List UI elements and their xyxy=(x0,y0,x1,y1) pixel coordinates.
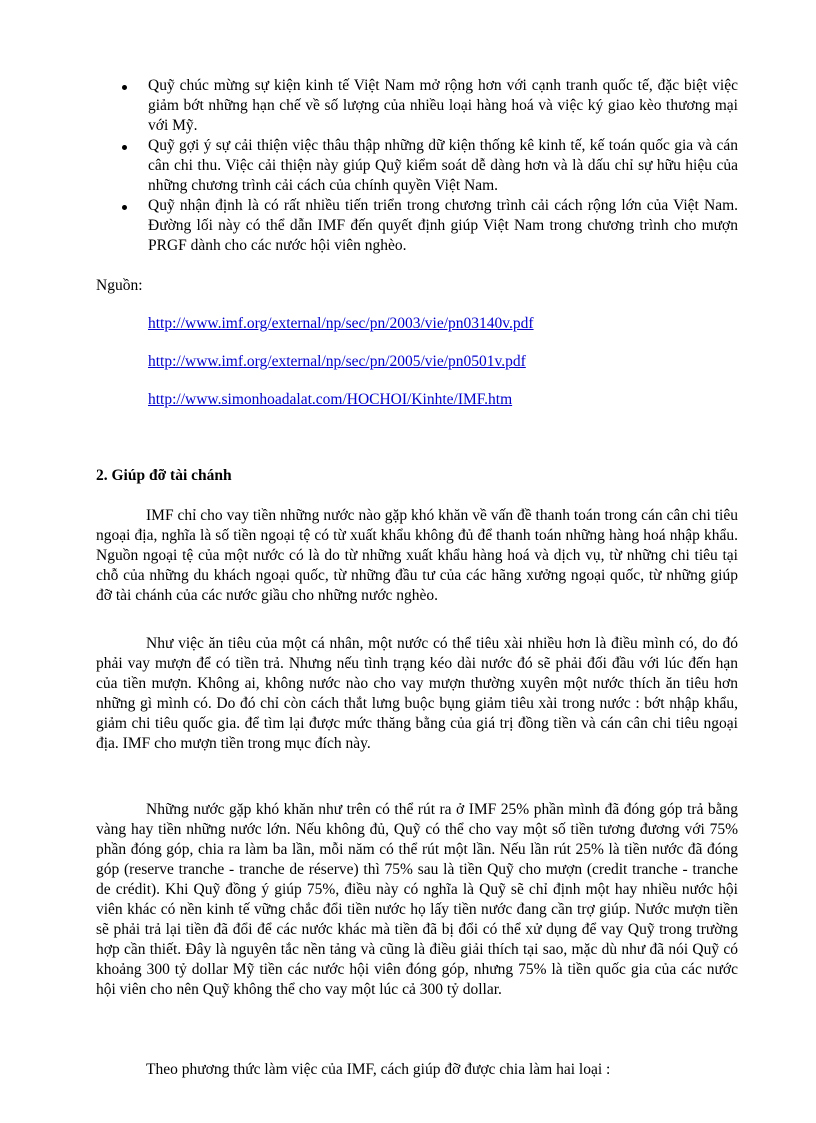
section-heading: 2. Giúp đỡ tài chánh xyxy=(96,467,232,484)
source-link-3[interactable]: http://www.simonhoadalat.com/HOCHOI/Kinhte/IMF.htm xyxy=(148,391,513,408)
source-link-1[interactable]: http://www.imf.org/external/np/sec/pn/2003/vie/pn03140v.pdf xyxy=(148,315,534,332)
bullet-text: Quỹ nhận định là có rất nhiều tiến triển trong chương trình cải cách rộng lớn của Việt Nam. Đường lối này có thể dẫn IMF đến quyết định giúp Việt Nam trong chương trình cho mượn PRGF dành cho các nước hội viên nghèo. xyxy=(148,197,738,254)
bullet-item xyxy=(118,136,738,196)
paragraph: Những nước gặp khó khăn như trên có thể rút ra ở IMF 25% phần mình đã đóng góp trả bằng vàng hay tiền những nước lớn. Nếu không đủ, Quỹ có thể cho vay một số tiền tương đương với 75% phần đóng góp, chia ra làm ba lần, mỗi năm có thể rút một lần. Nếu lần rút 25% là tiền nước đã đóng góp (reserve tranche - tranche de réserve) thì 75% sau là tiền Quỹ cho mượn (credit tranche - tranche de crédit). Khi Quỹ đồng ý giúp 75%, điều này có nghĩa là Quỹ sẽ chỉ định một hay nhiều nước hội viên khác có nền kinh tế vững chắc đổi tiền nước họ lấy tiền nước đang cần trợ giúp. Nước mượn tiền sẽ phải trả lại tiền đã đổi để các nước khác mà tiền đã bị đổi có thể xử dụng để vay Quỹ trong trường hợp cần thiết. Đây là nguyên tắc nền tảng và cũng là điều giải thích tại sao, mặc dù như đã nói Quỹ có khoảng 300 tỷ dollar Mỹ tiền các nước hội viên đóng góp, nhưng 75% là tiền quốc gia của các nước hội viên cho nên Quỹ không thể cho vay một lúc cả 300 tỷ dollar. xyxy=(96,801,738,998)
paragraph: IMF chỉ cho vay tiền những nước nào gặp khó khăn về vấn đề thanh toán trong cán cân chi tiêu ngoại địa, nghĩa là số tiền ngoại tệ có từ xuất khẩu không đủ để thanh toán những hàng hoá nhập khẩu. Nguồn ngoại tệ của một nước có là do từ những xuất khẩu hàng hoá và dịch vụ, từ những chi tiêu tại chỗ của những du khách ngoại quốc, từ những đầu tư của các hãng xưởng ngoại quốc, từ những giúp đỡ tài chánh của các nước giầu cho những nước nghèo. xyxy=(96,507,738,604)
bullet-icon xyxy=(122,85,127,90)
source-link-2[interactable]: http://www.imf.org/external/np/sec/pn/2005/vie/pn0501v.pdf xyxy=(148,353,526,370)
bullet-list xyxy=(118,76,738,256)
paragraph: Như việc ăn tiêu của một cá nhân, một nước có thể tiêu xài nhiều hơn là điều mình có, do đó phải vay mượn để có tiền trả. Nhưng nếu tình trạng kéo dài nước đó sẽ phải đối đầu với lúc đến hạn của tiền mượn. Không ai, không nước nào cho vay mượn thường xuyên một nước thích ăn tiêu hơn những gì mình có. Do đó chỉ còn cách thắt lưng buộc bụng giảm tiêu xài trong nước : bớt nhập khẩu, giảm chi tiêu quốc gia. để tìm lại được mức thăng bằng của giá trị đồng tiền và cán cân chi tiêu ngoại địa. IMF cho mượn tiền trong mục đích này. xyxy=(96,635,738,752)
bullet-item xyxy=(118,76,738,136)
bullet-text: Quỹ gợi ý sự cải thiện việc thâu thập những dữ kiện thống kê kinh tế, kế toán quốc gia và cán cân chi thu. Việc cải thiện này giúp Quỹ kiểm soát dễ dàng hơn và là dấu chỉ sự hữu hiệu của những chương trình cải cách của chính quyền Việt Nam. xyxy=(148,137,738,194)
bullet-icon xyxy=(122,145,127,150)
bullet-item xyxy=(118,196,738,256)
bullet-icon xyxy=(122,205,127,210)
bullet-text: Quỹ chúc mừng sự kiện kinh tế Việt Nam mở rộng hơn với cạnh tranh quốc tế, đặc biệt việc giảm bớt những hạn chế về số lượng của nhiều loại hàng hoá và việc ký giao kèo thương mại với Mỹ. xyxy=(148,77,738,134)
sources-label: Nguồn: xyxy=(96,277,143,294)
paragraph: Theo phương thức làm việc của IMF, cách giúp đỡ được chia làm hai loại : xyxy=(146,1061,611,1078)
